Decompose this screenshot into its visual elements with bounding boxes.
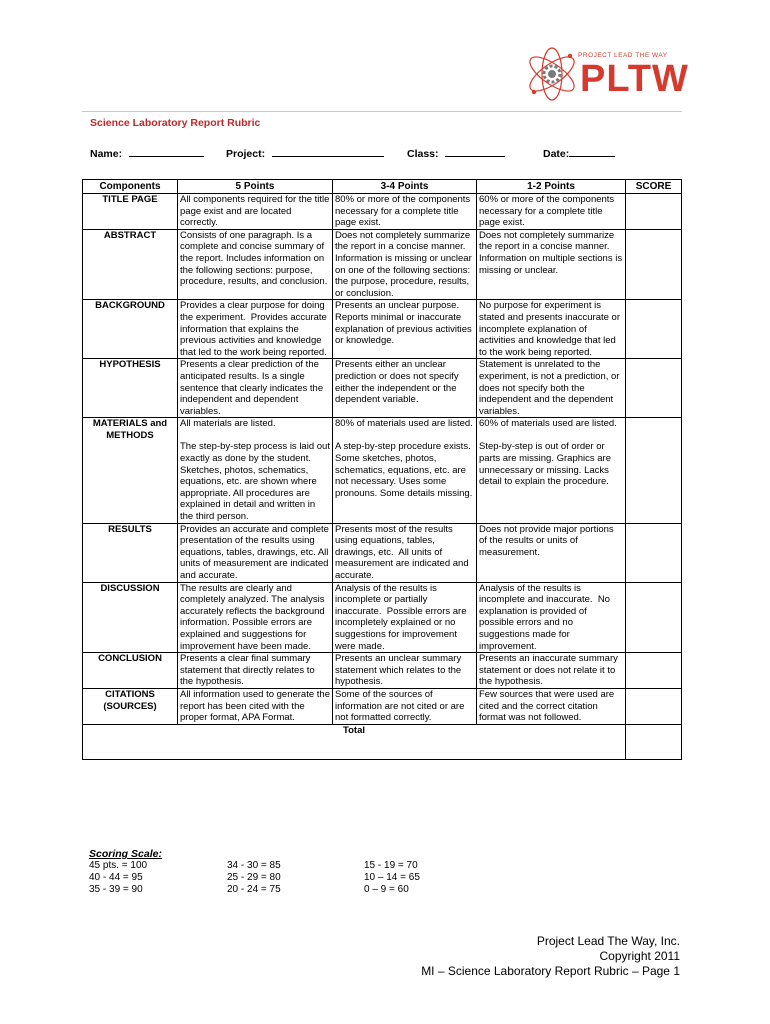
criteria-3-4-points: 80% of materials used are listed. A step-by-step procedure exists. Some sketches, photos, schematics, equations, etc. are not necessary. Uses some pronouns. Some details missing. [333,418,477,523]
table-row [83,582,682,653]
class-blank[interactable] [445,146,505,157]
component-name: DISCUSSION [83,582,178,653]
scoring-scale-label: Scoring Scale: [89,848,162,860]
scoring-column-1 [89,860,147,897]
table-row [83,359,682,418]
component-name: MATERIALS and METHODS [83,418,178,523]
scale-entry: 20 - 24 = 75 [227,884,281,896]
header-3-4-points: 3-4 Points [333,180,477,194]
scale-entry: 34 - 30 = 85 [227,860,281,871]
criteria-1-2-points: Does not completely summarize the report in a concise manner. Information on multiple sections is missing or unclear. [477,229,626,300]
score-cell[interactable] [626,653,682,689]
header-score: SCORE [626,180,682,194]
component-name: TITLE PAGE [83,194,178,230]
logo-wordmark: PLTW [580,58,689,100]
scale-entry: 25 - 29 = 80 [227,872,281,884]
name-field[interactable] [90,146,204,160]
date-blank[interactable] [569,146,615,157]
criteria-1-2-points: No purpose for experiment is stated and presents inaccurate or incomplete explanation of activities and knowledge that led to the work being reported. [477,300,626,359]
project-field[interactable] [226,146,384,160]
name-blank[interactable] [129,146,204,157]
criteria-1-2-points: Few sources that were used are cited and the correct citation format was not followed. [477,688,626,724]
criteria-5-points: Presents a clear final summary statement that directly relates to the hypothesis. [178,653,333,689]
criteria-5-points: All components required for the title page exist and are located correctly. [178,194,333,230]
document-title: Science Laboratory Report Rubric [90,117,261,129]
pltw-logo [520,36,689,106]
class-field[interactable] [407,146,505,160]
criteria-3-4-points: Analysis of the results is incomplete or partially inaccurate. Possible errors are incompletely explained or no suggestions for improvement were made. [333,582,477,653]
criteria-3-4-points: Presents either an unclear prediction or does not specify either the independent or the dependent variable. [333,359,477,418]
criteria-3-4-points: Presents most of the results using equations, tables, drawings, etc. All units of measurement are indicated and accurate. [333,523,477,582]
score-cell[interactable] [626,523,682,582]
date-label: Date: [543,148,570,160]
score-cell[interactable] [626,582,682,653]
criteria-5-points: Provides an accurate and complete presentation of the results using equations, tables, drawings, etc. All units of measurement are indicated and accurate. [178,523,333,582]
score-cell[interactable] [626,300,682,359]
criteria-3-4-points: Some of the sources of information are not cited or are not formatted correctly. [333,688,477,724]
score-cell[interactable] [626,688,682,724]
scale-entry: 15 - 19 = 70 [364,860,418,871]
header-5-points: 5 Points [178,180,333,194]
scale-entry: 35 - 39 = 90 [89,884,143,896]
criteria-1-2-points: Presents an inaccurate summary statement or does not relate it to the hypothesis. [477,653,626,689]
header-1-2-points: 1-2 Points [477,180,626,194]
criteria-5-points: Provides a clear purpose for doing the experiment. Provides accurate information that explains the previous activities and knowledge that led to the work being reported. [178,300,333,359]
criteria-1-2-points: 60% or more of the components necessary for a complete title page exist. [477,194,626,230]
page-footer [421,934,680,979]
criteria-5-points: The results are clearly and completely analyzed. The analysis accurately reflects the background information. Possible errors are explained and suggestions for improvement have been made. [178,582,333,653]
project-label: Project: [226,148,266,160]
header-divider [82,111,682,112]
component-name: ABSTRACT [83,229,178,300]
rubric-table [82,179,682,760]
component-name: RESULTS [83,523,178,582]
footer-page-label: MI – Science Laboratory Report Rubric – Page 1 [421,964,680,978]
scoring-column-3 [364,860,420,897]
table-row [83,688,682,724]
footer-organization: Project Lead The Way, Inc. [536,934,680,948]
criteria-3-4-points: Does not completely summarize the report in a concise manner. Information is missing or unclear on one of the following sections: the purpose, procedure, results, or conclusion. [333,229,477,300]
scale-entry: 45 pts. = 100 [89,860,148,871]
name-label: Name: [90,148,123,160]
score-cell[interactable] [626,229,682,300]
criteria-5-points: All materials are listed. The step-by-step process is laid out exactly as done by the student. Sketches, photos, schematics, equations, etc. are shown where appropriate. All procedures are explained in detail and written in the third person. [178,418,333,523]
logo-tagline: PROJECT LEAD THE WAY [578,52,668,59]
criteria-5-points: Presents a clear prediction of the anticipated results. Is a single sentence that clearly indicates the independent and dependent variables. [178,359,333,418]
project-blank[interactable] [272,146,384,157]
component-name: BACKGROUND [83,300,178,359]
criteria-5-points: Consists of one paragraph. Is a complete and concise summary of the report. Includes information on the following sections: purpose, procedure, results, and conclusion. [178,229,333,300]
table-row [83,653,682,689]
scale-entry: 10 – 14 = 65 [364,872,420,884]
criteria-3-4-points: Presents an unclear purpose. Reports minimal or inaccurate explanation of previous activities or knowledge. [333,300,477,359]
total-score-cell[interactable] [626,724,682,759]
table-row [83,300,682,359]
scale-entry: 0 – 9 = 60 [364,884,409,896]
date-field[interactable] [543,146,615,160]
criteria-1-2-points: Analysis of the results is incomplete and inaccurate. No explanation is provided of possible errors and no suggestions made for improvement. [477,582,626,653]
score-cell[interactable] [626,418,682,523]
table-row [83,523,682,582]
criteria-1-2-points: 60% of materials used are listed. Step-by-step is out of order or parts are missing. Graphics are unnecessary or missing. Lacks detail to explain the procedure. [477,418,626,523]
scoring-column-2 [227,860,281,897]
scale-entry: 40 - 44 = 95 [89,872,143,884]
header-components: Components [83,180,178,194]
score-cell[interactable] [626,359,682,418]
total-row [83,724,682,759]
table-row [83,418,682,523]
component-name: HYPOTHESIS [83,359,178,418]
component-name: CONCLUSION [83,653,178,689]
criteria-1-2-points: Statement is unrelated to the experiment, is not a prediction, or does not specify both the independent and the dependent variables. [477,359,626,418]
table-row [83,194,682,230]
rubric-header-row [83,180,682,194]
criteria-1-2-points: Does not provide major portions of the results or units of measurement. [477,523,626,582]
criteria-3-4-points: Presents an unclear summary statement which relates to the hypothesis. [333,653,477,689]
component-name: CITATIONS (SOURCES) [83,688,178,724]
criteria-5-points: All information used to generate the report has been cited with the proper format, APA Format. [178,688,333,724]
class-label: Class: [407,148,439,160]
score-cell[interactable] [626,194,682,230]
criteria-3-4-points: 80% or more of the components necessary for a complete title page exist. [333,194,477,230]
footer-copyright: Copyright 2011 [599,949,680,963]
total-label: Total [83,724,626,759]
table-row [83,229,682,300]
